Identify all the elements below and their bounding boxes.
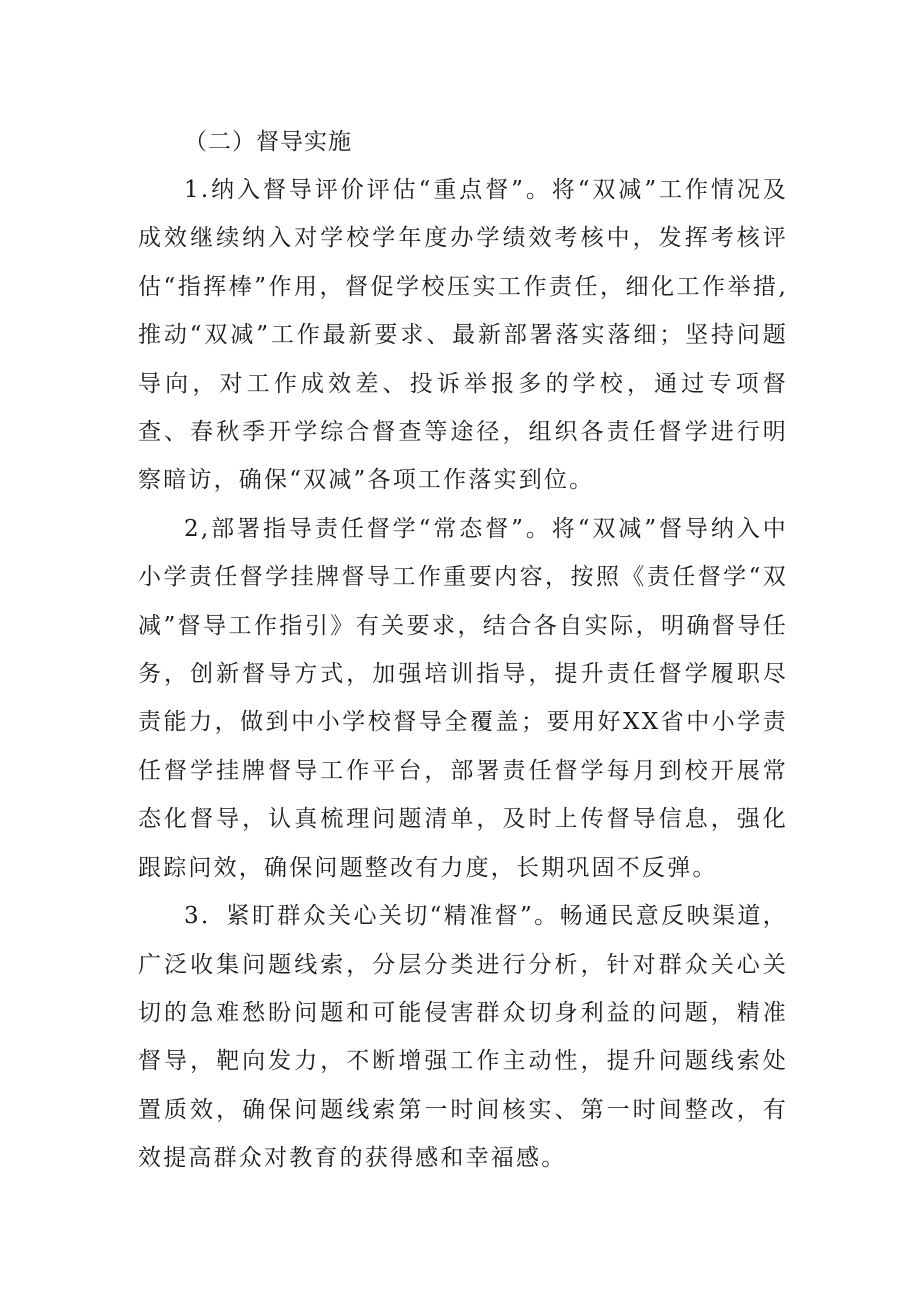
section-heading: （二）督导实施 bbox=[184, 129, 352, 155]
paragraph-3: 3．紧盯群众关心关切“精准督”。畅通民意反映渠道，广泛收集问题线索，分层分类进行分析，针对群众关心关切的急难愁盼问题和可能侵害群众切身利益的问题，精准督导，靶向发力，不断增强工作主动性，提升问题线索处置质效，确保问题线索第一时间核实、第一时间整改，有效提高群众对教育的获得感和幸福感。 bbox=[138, 903, 788, 1172]
paragraph-2: 2,部署指导责任督学“常态督”。将“双减”督导纳入中小学责任督学挂牌督导工作重要内容，按照《责任督学“双减”督导工作指引》有关要求，结合各自实际，明确督导任务，创新督导方式，加强培训指导，提升责任督学履职尽责能力，做到中小学校督导全覆盖；要用好XX省中小学责任督学挂牌督导工作平台，部署责任督学每月到校开展常态化督导，认真梳理问题清单，及时上传督导信息，强化跟踪问效，确保问题整改有力度，长期巩固不反弹。 bbox=[138, 515, 788, 881]
paragraph-1: 1.纳入督导评价评估“重点督”。将“双减”工作情况及成效继续纳入对学校学年度办学绩效考核中，发挥考核评估“指挥棒”作用，督促学校压实工作责任，细化工作举措,推动“双减”工作最新要求、最新部署落实落细；坚持问题导向，对工作成效差、投诉举报多的学校，通过专项督查、春秋季开学综合督查等途径，组织各责任督学进行明察暗访，确保“双减”各项工作落实到位。 bbox=[138, 177, 788, 494]
document-body bbox=[138, 118, 788, 1183]
